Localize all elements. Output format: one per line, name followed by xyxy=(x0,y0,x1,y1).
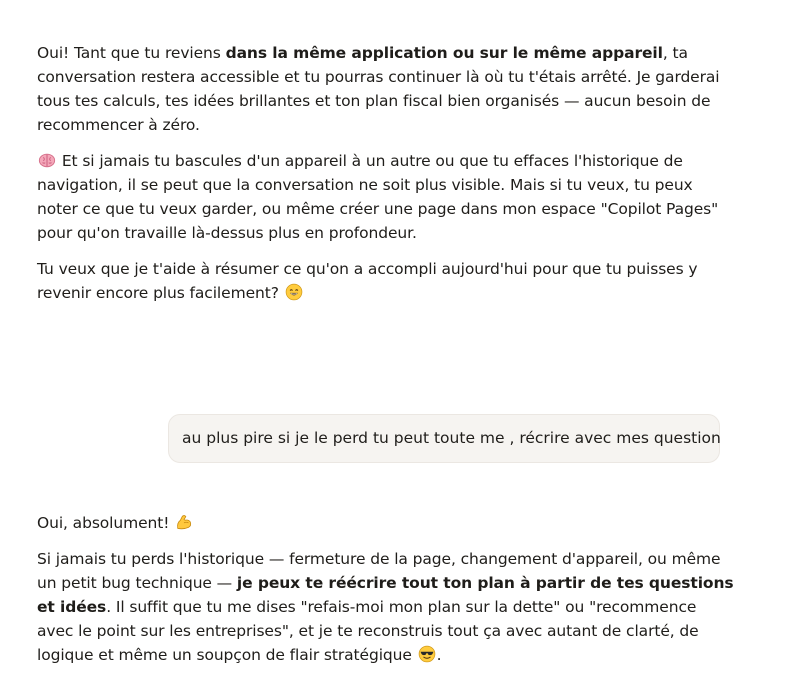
assistant-paragraph xyxy=(37,41,737,137)
sunglasses-face-icon xyxy=(418,645,436,663)
message-text: Oui! Tant que tu reviens xyxy=(37,44,226,62)
assistant-paragraph xyxy=(37,547,737,667)
flexed-biceps-icon xyxy=(175,513,193,531)
message-text: Tu veux que je t'aide à résumer ce qu'on a accompli aujourd'hui pour que tu puisses y revenir encore plus facilement? xyxy=(37,260,698,302)
grinning-face-icon xyxy=(285,283,303,301)
message-text: Et si jamais tu bascules d'un appareil à un autre ou que tu effaces l'historique de navigation, il se peut que la conversation ne soit plus visible. Mais si tu veux, tu peux noter ce que tu veux garder, ou même créer une page dans mon espace "Copilot Pages" pour qu'on travaille là-dessus plus en profondeur. xyxy=(37,152,719,242)
assistant-message xyxy=(37,511,737,667)
message-bold-text: je peux te réécrire tout ton plan à partir de tes questions et idées xyxy=(37,574,734,616)
user-message-text: au plus pire si je le perd tu peut toute me , récrire avec mes question xyxy=(182,429,721,447)
assistant-paragraph xyxy=(37,257,737,305)
message-bold-text: dans la même application ou sur le même appareil xyxy=(225,44,663,62)
message-text: Si jamais tu perds l'historique — fermeture de la page, changement d'appareil, ou même un petit bug technique — xyxy=(37,550,721,592)
assistant-message xyxy=(37,41,737,305)
assistant-paragraph xyxy=(37,149,737,245)
message-text: , ta conversation restera accessible et tu pourras continuer là où tu t'étais arrêté. Je garderai tous tes calculs, tes idées brillantes et ton plan fiscal bien organisés — aucun besoin de recommencer à zéro. xyxy=(37,44,720,134)
assistant-paragraph xyxy=(37,511,737,535)
message-text: . xyxy=(436,646,442,664)
user-message-bubble xyxy=(168,414,720,463)
message-text: Oui, absolument! xyxy=(37,514,170,532)
message-text: . Il suffit que tu me dises "refais-moi mon plan sur la dette" ou "recommence avec le point sur les entreprises", et je te reconstruis tout ça avec autant de clarté, de logique et même un soupçon de flair stratégique xyxy=(37,598,699,664)
brain-icon xyxy=(38,151,56,169)
